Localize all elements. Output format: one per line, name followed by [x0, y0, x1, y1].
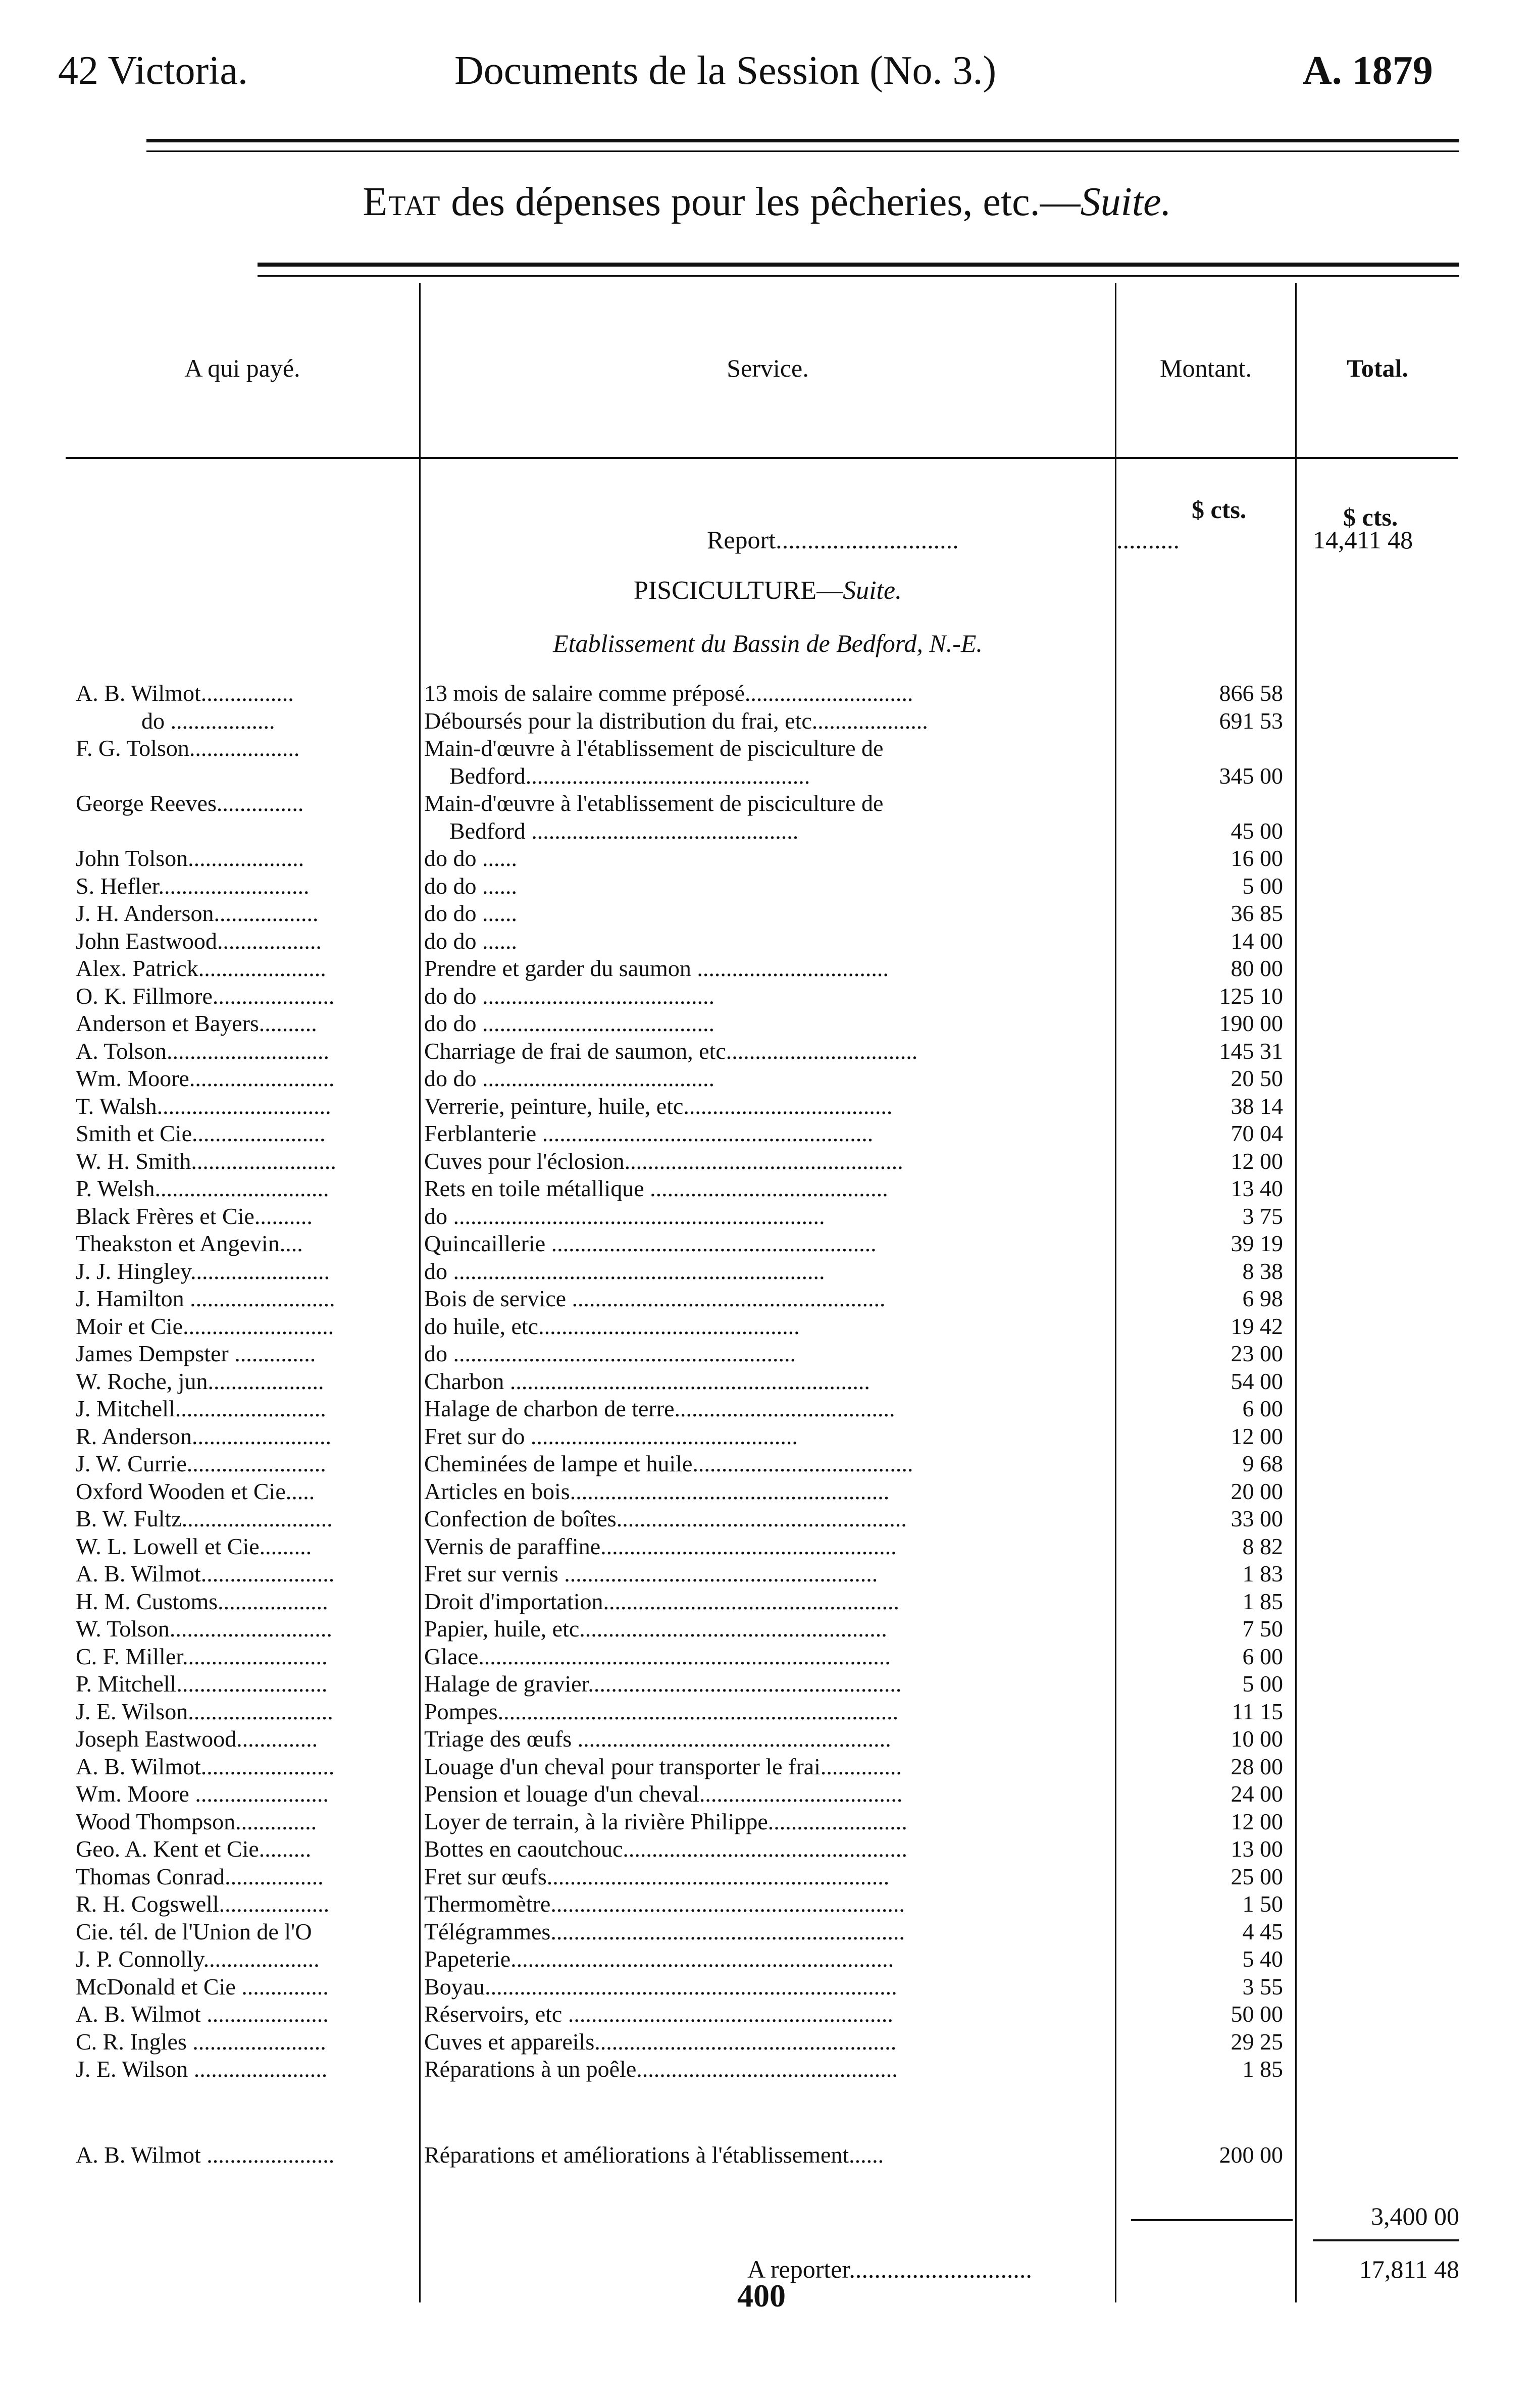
row-service: Cheminées de lampe et huile......................................: [424, 1451, 913, 1476]
row-amount: 1 83: [1242, 1561, 1283, 1586]
row-amount: 9 68: [1242, 1451, 1283, 1476]
row-payee: Cie. tél. de l'Union de l'O: [76, 1919, 312, 1944]
section-heading: [421, 576, 1115, 605]
row-payee: John Tolson....................: [76, 845, 304, 871]
row-amount: 38 14: [1231, 1093, 1283, 1119]
table-row: [0, 1890, 1534, 1918]
row-amount: 5 00: [1242, 1671, 1283, 1697]
row-payee: W. H. Smith.........................: [76, 1148, 336, 1174]
row-payee: A. B. Wilmot.......................: [76, 1561, 335, 1586]
row-service: Louage d'un cheval pour transporter le frai..............: [424, 1754, 902, 1779]
row-payee: A. B. Wilmot .....................: [76, 2001, 329, 2027]
row-payee: Joseph Eastwood..............: [76, 1726, 318, 1752]
row-service: Bois de service ......................................................: [424, 1286, 886, 1311]
row-service: Pension et louage d'un cheval...................................: [424, 1781, 903, 1807]
table-row: [0, 1615, 1534, 1643]
table-top-rule-thick: [258, 263, 1459, 267]
row-service: Verrerie, peinture, huile, etc....................................: [424, 1093, 893, 1119]
row-amount: 8 38: [1242, 1258, 1283, 1284]
row-amount: 20 00: [1231, 1478, 1283, 1504]
row-payee: John Eastwood..................: [76, 928, 322, 954]
row-service: Bottes en caoutchouc.................................................: [424, 1836, 907, 1862]
row-amount: 1 85: [1242, 2056, 1283, 2082]
section-main: PISCICULTURE—: [633, 576, 843, 605]
row-amount: 50 00: [1231, 2001, 1283, 2027]
total-unit: $ cts.: [1343, 503, 1398, 531]
row-service: Triage des œufs ......................................................: [424, 1726, 891, 1752]
row-amount: 1 85: [1242, 1589, 1283, 1614]
row-payee: W. Roche, jun....................: [76, 1368, 324, 1394]
row-service: do do ........................................: [424, 1010, 714, 1036]
row-payee: Wm. Moore.........................: [76, 1065, 335, 1091]
table-row: [0, 817, 1534, 845]
row-payee: Anderson et Bayers..........: [76, 1010, 317, 1036]
row-payee: do ..................: [141, 708, 275, 734]
title-rest: des dépenses pour les pêcheries, etc.—: [441, 180, 1081, 224]
row-service: do ................................................................: [424, 1258, 825, 1284]
table-row: [0, 1340, 1534, 1367]
row-service: do do ......: [424, 845, 517, 871]
carry-forward-total: 17,811 48: [1359, 2255, 1459, 2283]
row-payee: Thomas Conrad.................: [76, 1864, 324, 1889]
report-total: 14,411 48: [1313, 526, 1413, 554]
table-row: [0, 1395, 1534, 1422]
row-amount: 25 00: [1231, 1864, 1283, 1889]
section-subheading: Etablissement du Bassin de Bedford, N.-E.: [553, 629, 983, 657]
row-service: Boyau.......................................................................: [424, 1974, 897, 2000]
table-row: [0, 1092, 1534, 1120]
table-row: [0, 1863, 1534, 1890]
header-rule-thick: [146, 139, 1459, 142]
row-service: Déboursés pour la distribution du frai, etc....................: [424, 708, 928, 734]
carry-forward-label: A reporter.............................: [747, 2255, 1032, 2283]
row-payee: S. Hefler..........................: [76, 873, 310, 899]
table-row: [0, 1174, 1534, 1202]
table-row: [0, 927, 1534, 955]
header-underline-amount: [1116, 457, 1295, 459]
row-amount: 45 00: [1231, 818, 1283, 844]
row-payee: Geo. A. Kent et Cie.........: [76, 1836, 312, 1862]
row-amount: 12 00: [1231, 1809, 1283, 1834]
final-row-amount: 200 00: [1219, 2142, 1283, 2168]
report-leader: ..........: [1116, 526, 1180, 554]
row-service: Quincaillerie ........................................................: [424, 1231, 877, 1256]
row-amount: 11 15: [1232, 1699, 1283, 1724]
row-service: Papeterie..................................................................: [424, 1946, 894, 1972]
table-row: [0, 762, 1534, 790]
table-row: [0, 1808, 1534, 1835]
row-service: Bedford ..............................................: [449, 818, 799, 844]
row-service: Réservoirs, etc ........................................................: [424, 2001, 893, 2027]
table-row: [0, 1670, 1534, 1698]
table-row: [0, 899, 1534, 927]
row-amount: 28 00: [1231, 1754, 1283, 1779]
table-row: [0, 1009, 1534, 1037]
row-service: Réparations à un poêle.............................................: [424, 2056, 898, 2082]
table-row: [0, 2028, 1534, 2056]
row-service: Main-d'œuvre à l'etablissement de pisciculture de: [424, 790, 884, 816]
table-row: [0, 1037, 1534, 1065]
row-payee: Wood Thompson..............: [76, 1809, 317, 1834]
row-payee: Wm. Moore .......................: [76, 1781, 329, 1807]
column-header-amount: Montant.: [1160, 354, 1252, 382]
row-service: do ...........................................................: [424, 1341, 796, 1366]
row-service: Ferblanterie .........................................................: [424, 1120, 874, 1146]
header-underline-total: [1297, 457, 1458, 459]
table-row: [0, 1119, 1534, 1147]
row-amount: 29 25: [1231, 2029, 1283, 2055]
table-row: [0, 1229, 1534, 1257]
row-amount: 6 98: [1242, 1286, 1283, 1311]
row-service: Glace.......................................................................: [424, 1644, 891, 1669]
row-amount: 145 31: [1219, 1038, 1283, 1064]
column-header-total: Total.: [1347, 354, 1408, 382]
table-row: [0, 707, 1534, 735]
row-amount: 16 00: [1231, 845, 1283, 871]
row-service: Halage de gravier......................................................: [424, 1671, 902, 1697]
row-amount: 39 19: [1231, 1231, 1283, 1256]
row-amount: 12 00: [1231, 1423, 1283, 1449]
row-service: Charriage de frai de saumon, etc.................................: [424, 1038, 918, 1064]
header-underline-payee: [66, 457, 419, 459]
table-row: [0, 734, 1534, 762]
table-row: [0, 1725, 1534, 1753]
row-service: Rets en toile métallique .........................................: [424, 1175, 888, 1201]
page-title: [0, 179, 1534, 225]
header-underline-service: [421, 457, 1115, 459]
row-amount: 33 00: [1231, 1506, 1283, 1531]
row-payee: P. Mitchell..........................: [76, 1671, 328, 1697]
subtotal-rule: [1131, 2219, 1293, 2221]
row-amount: 691 53: [1219, 708, 1283, 734]
table-row: [0, 1532, 1534, 1560]
row-service: do do ........................................: [424, 1065, 714, 1091]
row-amount: 6 00: [1242, 1396, 1283, 1421]
table-row: [0, 789, 1534, 817]
row-service: do do ......: [424, 873, 517, 899]
table-row: [0, 1202, 1534, 1230]
table-row: [0, 2000, 1534, 2028]
row-amount: 10 00: [1231, 1726, 1283, 1752]
row-payee: J. Hamilton .........................: [76, 1286, 335, 1311]
row-service: Vernis de paraffine...................................................: [424, 1533, 897, 1559]
table-row: [0, 1587, 1534, 1615]
row-payee: W. L. Lowell et Cie.........: [76, 1533, 312, 1559]
row-amount: 23 00: [1231, 1341, 1283, 1366]
header-right: A. 1879: [1303, 48, 1433, 93]
row-service: Télégrammes.............................................................: [424, 1919, 905, 1944]
row-payee: A. B. Wilmot.......................: [76, 1754, 335, 1779]
table-row: [0, 872, 1534, 900]
table-row: [0, 1064, 1534, 1092]
row-amount: 3 55: [1242, 1974, 1283, 2000]
row-amount: 8 82: [1242, 1533, 1283, 1559]
row-amount: 54 00: [1231, 1368, 1283, 1394]
column-header-payee: A qui payé.: [184, 354, 300, 382]
table-row: [0, 1477, 1534, 1505]
row-amount: 36 85: [1231, 900, 1283, 926]
row-amount: 3 75: [1242, 1203, 1283, 1229]
report-label: Report.............................: [707, 526, 959, 554]
row-payee: Moir et Cie..........................: [76, 1313, 334, 1339]
row-payee: Alex. Patrick......................: [76, 955, 326, 981]
row-service: Loyer de terrain, à la rivière Philippe........................: [424, 1809, 907, 1834]
page-number: 400: [737, 2278, 786, 2314]
row-service: Prendre et garder du saumon .................................: [424, 955, 889, 981]
row-payee: B. W. Fultz..........................: [76, 1506, 333, 1531]
row-amount: 6 00: [1242, 1644, 1283, 1669]
row-service: do huile, etc.............................................: [424, 1313, 800, 1339]
row-payee: F. G. Tolson...................: [76, 735, 300, 761]
row-payee: Black Frères et Cie..........: [76, 1203, 313, 1229]
row-payee: Theakston et Angevin....: [76, 1231, 303, 1256]
row-service: Charbon ..............................................................: [424, 1368, 870, 1394]
row-service: Droit d'importation...................................................: [424, 1589, 900, 1614]
row-payee: J. E. Wilson .......................: [76, 2056, 328, 2082]
row-payee: C. R. Ingles .......................: [76, 2029, 326, 2055]
row-service: Halage de charbon de terre......................................: [424, 1396, 895, 1421]
row-service: Thermomètre.............................................................: [424, 1891, 905, 1917]
subtotal: 3,400 00: [1371, 2202, 1459, 2230]
table-row: [0, 1560, 1534, 1587]
row-payee: T. Walsh..............................: [76, 1093, 331, 1119]
row-service: Fret sur œufs...........................................................: [424, 1864, 890, 1889]
amount-unit: $ cts.: [1192, 495, 1247, 524]
table-row: [0, 1643, 1534, 1670]
row-payee: A. Tolson............................: [76, 1038, 329, 1064]
row-service: Papier, huile, etc.....................................................: [424, 1616, 887, 1642]
title-lead: Etat: [363, 180, 441, 224]
row-amount: 5 00: [1242, 873, 1283, 899]
table-row: [0, 954, 1534, 982]
row-service: do do ......: [424, 900, 517, 926]
header-rule-thin: [146, 150, 1459, 152]
row-amount: 13 00: [1231, 1836, 1283, 1862]
row-service: Fret sur vernis ......................................................: [424, 1561, 878, 1586]
row-payee: Smith et Cie.......................: [76, 1120, 326, 1146]
row-service: Main-d'œuvre à l'établissement de pisciculture de: [424, 735, 884, 761]
table-row: [0, 1945, 1534, 1973]
row-amount: 70 04: [1231, 1120, 1283, 1146]
row-payee: R. H. Cogswell...................: [76, 1891, 330, 1917]
row-amount: 19 42: [1231, 1313, 1283, 1339]
row-amount: 13 40: [1231, 1175, 1283, 1201]
row-payee: George Reeves...............: [76, 790, 304, 816]
table-row: [0, 982, 1534, 1010]
table-row: [0, 1422, 1534, 1450]
row-amount: 14 00: [1231, 928, 1283, 954]
table-row: [0, 1835, 1534, 1863]
row-amount: 12 00: [1231, 1148, 1283, 1174]
table-row: [0, 1312, 1534, 1340]
row-payee: J. J. Hingley........................: [76, 1258, 330, 1284]
table-row: [0, 1367, 1534, 1395]
row-service: do do ......: [424, 928, 517, 954]
row-service: Pompes.....................................................................: [424, 1699, 899, 1724]
row-amount: 1 50: [1242, 1891, 1283, 1917]
row-amount: 190 00: [1219, 1010, 1283, 1036]
table-row: [0, 1780, 1534, 1808]
row-payee: J. E. Wilson.........................: [76, 1699, 333, 1724]
table-row: [0, 1257, 1534, 1285]
table-row: [0, 844, 1534, 872]
row-payee: J. P. Connolly....................: [76, 1946, 320, 1972]
row-service: Articles en bois.......................................................: [424, 1478, 890, 1504]
row-payee: Oxford Wooden et Cie.....: [76, 1478, 315, 1504]
table-row: [0, 1285, 1534, 1312]
table-row: [0, 1698, 1534, 1725]
table-row: [0, 679, 1534, 707]
row-amount: 80 00: [1231, 955, 1283, 981]
table-row: [0, 1918, 1534, 1945]
table-row: [0, 1450, 1534, 1477]
table-top-rule-thin: [258, 275, 1459, 277]
row-service: Cuves pour l'éclosion................................................: [424, 1148, 903, 1174]
row-service: Confection de boîtes..................................................: [424, 1506, 907, 1531]
row-payee: J. H. Anderson..................: [76, 900, 319, 926]
row-payee: A. B. Wilmot................: [76, 680, 294, 706]
row-amount: 7 50: [1242, 1616, 1283, 1642]
final-row-payee: A. B. Wilmot ......................: [76, 2142, 335, 2168]
row-service: do ................................................................: [424, 1203, 825, 1229]
row-amount: 4 45: [1242, 1919, 1283, 1944]
row-service: Bedford.................................................: [449, 763, 810, 789]
column-header-service: Service.: [727, 354, 809, 382]
row-amount: 5 40: [1242, 1946, 1283, 1972]
row-payee: C. F. Miller.........................: [76, 1644, 328, 1669]
row-service: Fret sur do ..............................................: [424, 1423, 798, 1449]
row-amount: 125 10: [1219, 983, 1283, 1009]
row-service: do do ........................................: [424, 983, 714, 1009]
table-row: [0, 1147, 1534, 1175]
table-row: [0, 1505, 1534, 1532]
row-payee: J. Mitchell..........................: [76, 1396, 326, 1421]
row-payee: R. Anderson........................: [76, 1423, 331, 1449]
header-center: Documents de la Session (No. 3.): [454, 48, 997, 93]
final-row-service: Réparations et améliorations à l'établissement......: [424, 2142, 884, 2168]
row-payee: J. W. Currie........................: [76, 1451, 326, 1476]
table-row: [0, 1973, 1534, 2001]
row-payee: H. M. Customs...................: [76, 1589, 328, 1614]
row-amount: 345 00: [1219, 763, 1283, 789]
table-row: [0, 1753, 1534, 1780]
total-rule: [1313, 2239, 1459, 2241]
row-amount: 24 00: [1231, 1781, 1283, 1807]
table-row: [0, 2055, 1534, 2083]
row-payee: P. Welsh..............................: [76, 1175, 329, 1201]
row-payee: McDonald et Cie ...............: [76, 1974, 329, 2000]
row-payee: James Dempster ..............: [76, 1341, 316, 1366]
header-left: 42 Victoria.: [58, 48, 248, 93]
row-service: Cuves et appareils....................................................: [424, 2029, 897, 2055]
row-payee: W. Tolson............................: [76, 1616, 332, 1642]
section-suffix: Suite.: [843, 576, 902, 605]
row-amount: 20 50: [1231, 1065, 1283, 1091]
title-suffix: Suite.: [1080, 180, 1171, 224]
row-amount: 866 58: [1219, 680, 1283, 706]
final-row: [0, 2141, 1534, 2169]
row-service: 13 mois de salaire comme préposé.............................: [424, 680, 913, 706]
row-payee: O. K. Fillmore.....................: [76, 983, 335, 1009]
